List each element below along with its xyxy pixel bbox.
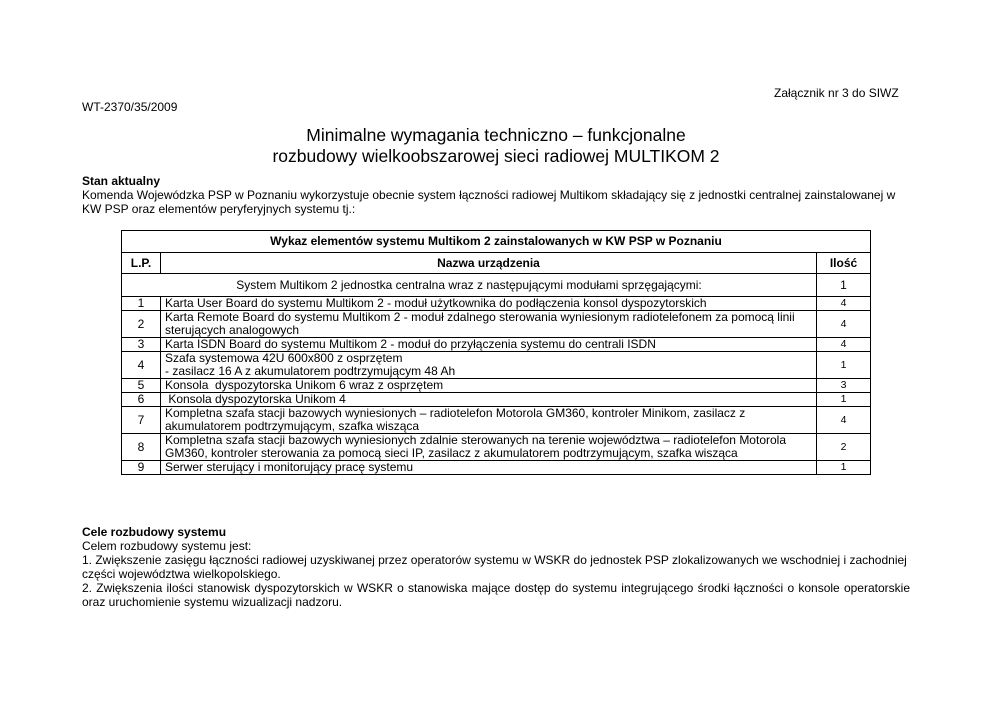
- cell-lp: 5: [122, 379, 161, 393]
- current-state-paragraph: Komenda Wojewódzka PSP w Poznaniu wykorzystuje obecnie system łączności radiowej Multikom składający się z jednostki centralnej zainstalowanej w KW PSP oraz elementów peryferyjnych systemu tj.:: [82, 188, 896, 216]
- reference-number: WT-2370/35/2009: [82, 100, 178, 114]
- current-state-heading: Stan aktualny: [82, 174, 161, 188]
- table-row: [122, 379, 871, 393]
- document-title-line-1: Minimalne wymagania techniczno – funkcjonalne: [306, 125, 686, 145]
- table-row: [122, 407, 871, 434]
- cell-name: Kompletna szafa stacji bazowych wyniesionych zdalnie sterowanych na terenie województwa – radiotelefon Motorola GM360, kontroler sterowania za pomocą sieci IP, zasilacz z akumulatorem podtrzymującym, szafka wisząca: [161, 434, 817, 461]
- cell-qty: 1: [817, 352, 871, 379]
- cell-qty: 1: [817, 274, 871, 297]
- cell-qty: 1: [817, 461, 871, 475]
- cell-name: Karta User Board do systemu Multikom 2 - moduł użytkownika do podłączenia konsol dyspozytorskich: [161, 297, 817, 311]
- cell-lp: 9: [122, 461, 161, 475]
- table-row: [122, 311, 871, 338]
- cell-qty: 2: [817, 434, 871, 461]
- equipment-table: [121, 230, 871, 475]
- cell-name: Karta Remote Board do systemu Multikom 2 - moduł zdalnego sterowania wyniesionym radiotelefonem za pomocą linii sterujących analogowych: [161, 311, 817, 338]
- table-row: [122, 393, 871, 407]
- cell-lp: 3: [122, 338, 161, 352]
- table-caption: Wykaz elementów systemu Multikom 2 zainstalowanych w KW PSP w Poznaniu: [122, 231, 871, 253]
- table-row: [122, 352, 871, 379]
- cell-name: Szafa systemowa 42U 600x800 z osprzętem - zasilacz 16 A z akumulatorem podtrzymującym 48 Ah: [161, 352, 817, 379]
- table-row: [122, 461, 871, 475]
- goals-heading: Cele rozbudowy systemu: [82, 525, 227, 539]
- cell-qty: 4: [817, 297, 871, 311]
- cell-lp: 8: [122, 434, 161, 461]
- header-qty: Ilość: [817, 253, 871, 274]
- cell-lp: 7: [122, 407, 161, 434]
- goal-item-1: 1. Zwiększenie zasięgu łączności radiowej uzyskiwanej przez operatorów systemu w WSKR do jednostek PSP zlokalizowanych we wschodniej i zachodniej części województwa wielkopolskiego.: [82, 553, 907, 581]
- cell-qty: 3: [817, 379, 871, 393]
- table-row: [122, 338, 871, 352]
- cell-qty: 4: [817, 338, 871, 352]
- equipment-table-wrapper: [121, 230, 871, 475]
- table-row: [122, 297, 871, 311]
- annex-label: Załącznik nr 3 do SIWZ: [774, 86, 899, 100]
- cell-name: Konsola dyspozytorska Unikom 6 wraz z osprzętem: [161, 379, 817, 393]
- table-caption-row: [122, 231, 871, 253]
- cell-lp: 6: [122, 393, 161, 407]
- cell-name: Konsola dyspozytorska Unikom 4: [161, 393, 817, 407]
- goals-intro: Celem rozbudowy systemu jest:: [82, 539, 252, 553]
- table-row-central-unit: [122, 274, 871, 297]
- cell-lp: 4: [122, 352, 161, 379]
- document-title-line-2: rozbudowy wielkoobszarowej sieci radiowej MULTIKOM 2: [272, 146, 720, 166]
- table-row: [122, 434, 871, 461]
- cell-name: System Multikom 2 jednostka centralna wraz z następującymi modułami sprzęgającymi:: [122, 274, 817, 297]
- cell-qty: 4: [817, 407, 871, 434]
- header-name: Nazwa urządzenia: [161, 253, 817, 274]
- cell-lp: 1: [122, 297, 161, 311]
- cell-name: Kompletna szafa stacji bazowych wyniesionych – radiotelefon Motorola GM360, kontroler Minikom, zasilacz z akumulatorem podtrzymującym, szafka wisząca: [161, 407, 817, 434]
- header-lp: L.P.: [122, 253, 161, 274]
- cell-name: Serwer sterujący i monitorujący pracę systemu: [161, 461, 817, 475]
- cell-name: Karta ISDN Board do systemu Multikom 2 - moduł do przyłączenia systemu do centrali ISDN: [161, 338, 817, 352]
- goal-item-2: 2. Zwiększenia ilości stanowisk dyspozytorskich w WSKR o stanowiska mające dostęp do systemu integrującego środki łączności o konsole operatorskie oraz uruchomienie systemu wizualizacji nadzoru.: [82, 581, 910, 609]
- cell-qty: 1: [817, 393, 871, 407]
- cell-qty: 4: [817, 311, 871, 338]
- cell-lp: 2: [122, 311, 161, 338]
- table-header-row: [122, 253, 871, 274]
